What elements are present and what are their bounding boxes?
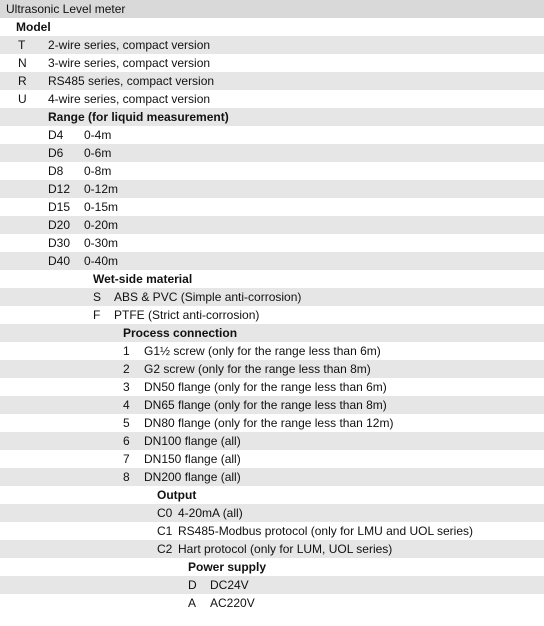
range-row [0,252,544,270]
output-desc: 4-20mA (all) [178,506,243,520]
range-desc: 0-20m [84,218,119,232]
output-desc: RS485-Modbus protocol (only for LMU and UOL series) [178,524,474,538]
model-code: R [18,74,27,88]
power-desc: DC24V [210,578,249,592]
wet-side-desc: PTFE (Strict anti-corrosion) [114,308,260,322]
range-code: D30 [48,236,71,250]
process-header-row [0,324,544,342]
range-code: D6 [48,146,64,160]
process-row [0,396,544,414]
process-desc: DN150 flange (all) [144,452,241,466]
range-code: D4 [48,128,64,142]
range-row [0,198,544,216]
model-desc: RS485 series, compact version [48,74,215,88]
power-header-row [0,558,544,576]
range-code: D40 [48,254,71,268]
process-row [0,432,544,450]
process-row [0,468,544,486]
model-header: Model [16,20,51,34]
output-desc: Hart protocol (only for LUM, UOL series) [178,542,393,556]
range-desc: 0-8m [84,164,112,178]
process-desc: G2 screw (only for the range less than 8m) [144,362,371,376]
output-header: Output [157,488,197,502]
model-row [0,72,544,90]
table-title: Ultrasonic Level meter [6,2,126,16]
process-row [0,414,544,432]
wet-side-code: F [93,308,101,322]
range-header: Range (for liquid measurement) [48,110,229,124]
range-desc: 0-4m [84,128,112,142]
output-row [0,504,544,522]
process-desc: DN80 flange (only for the range less than 12m) [144,416,394,430]
process-desc: DN100 flange (all) [144,434,241,448]
wet-side-header-row [0,270,544,288]
model-desc: 3-wire series, compact version [48,56,211,70]
process-code: 8 [123,470,130,484]
power-header: Power supply [188,560,267,574]
process-desc: DN200 flange (all) [144,470,241,484]
range-desc: 0-15m [84,200,119,214]
model-desc: 4-wire series, compact version [48,92,211,106]
process-header: Process connection [123,326,238,340]
process-desc: G1½ screw (only for the range less than 6m) [144,344,381,358]
output-row [0,522,544,540]
range-code: D15 [48,200,71,214]
output-row [0,540,544,558]
range-row [0,126,544,144]
process-desc: DN50 flange (only for the range less than 6m) [144,380,387,394]
power-code: D [188,578,197,592]
power-code: A [188,596,197,610]
range-code: D12 [48,182,71,196]
range-row [0,144,544,162]
model-desc: 2-wire series, compact version [48,38,211,52]
process-code: 4 [123,398,130,412]
process-code: 1 [123,344,130,358]
range-row [0,216,544,234]
process-code: 2 [123,362,130,376]
process-code: 7 [123,452,130,466]
output-header-row [0,486,544,504]
model-code: N [18,56,27,70]
range-desc: 0-40m [84,254,119,268]
process-row [0,342,544,360]
output-code: C2 [157,542,173,556]
table-title-row [0,0,544,18]
model-row [0,54,544,72]
output-code: C1 [157,524,173,538]
process-row [0,360,544,378]
model-code: U [18,92,27,106]
process-code: 5 [123,416,130,430]
range-row [0,162,544,180]
wet-side-header: Wet-side material [93,272,193,286]
range-header-row [0,108,544,126]
range-desc: 0-30m [84,236,119,250]
range-code: D8 [48,164,64,178]
wet-side-row [0,288,544,306]
range-row [0,234,544,252]
process-desc: DN65 flange (only for the range less than 8m) [144,398,387,412]
range-desc: 0-12m [84,182,119,196]
range-desc: 0-6m [84,146,112,160]
model-row [0,90,544,108]
model-code: T [18,38,26,52]
wet-side-desc: ABS & PVC (Simple anti-corrosion) [114,290,302,304]
range-code: D20 [48,218,71,232]
range-row [0,180,544,198]
output-code: C0 [157,506,173,520]
process-row [0,450,544,468]
power-row [0,576,544,594]
power-desc: AC220V [210,596,255,610]
model-header-row [0,18,544,36]
power-row [0,594,544,612]
wet-side-code: S [93,290,102,304]
process-row [0,378,544,396]
process-code: 6 [123,434,130,448]
process-code: 3 [123,380,130,394]
wet-side-row [0,306,544,324]
model-row [0,36,544,54]
